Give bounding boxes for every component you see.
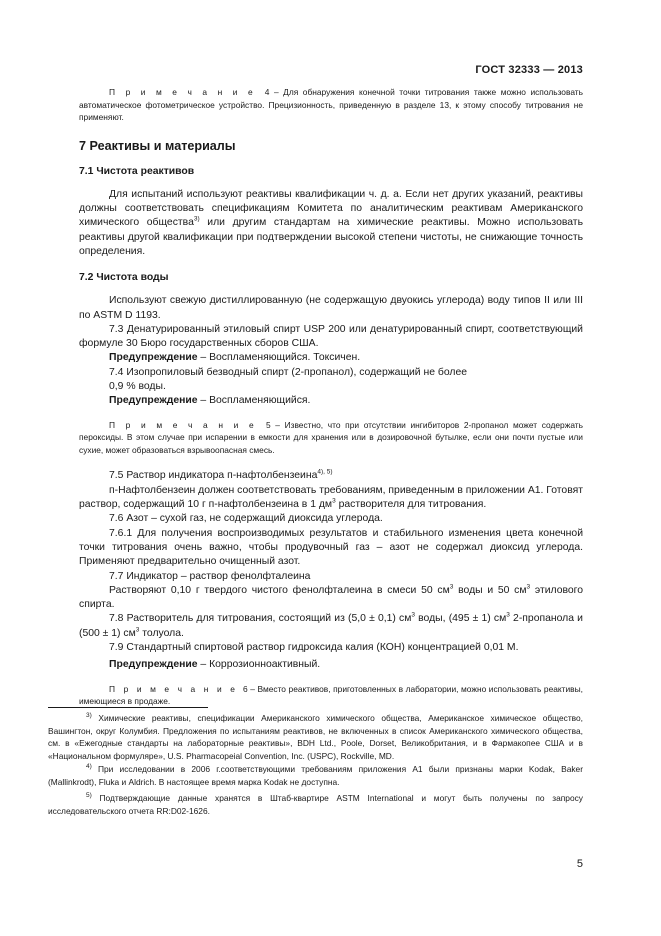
text-part: или другим стандартам на химические реактивы. Можно использовать реактивы другой квалификации при подтверждении высокой степени чистоты, не снижающие точность определения. <box>79 217 583 257</box>
superscript: 3 <box>332 497 336 505</box>
warning-7-9 <box>79 658 583 672</box>
text-part: воды, (495 ± 1) см <box>414 613 507 625</box>
section-7-7-title: 7.7 Индикатор – раствор фенолфталеина <box>109 570 311 582</box>
warning-text: – Коррозионноактивный. <box>197 659 321 671</box>
footnote-mark: 4) <box>86 763 92 771</box>
note-6 <box>79 683 583 708</box>
section-7-8-text <box>79 612 583 641</box>
section-7-1-title: 7.1 Чистота реактивов <box>79 165 195 177</box>
section-7-7-text <box>79 584 583 613</box>
section-7-4-text: 7.4 Изопропиловый безводный спирт (2-пропанол), содержащий не более <box>109 366 468 378</box>
note-label: П р и м е ч а н и е <box>109 419 257 430</box>
section-7-5-title <box>79 469 583 483</box>
note-label: П р и м е ч а н и е <box>109 87 256 97</box>
footnotes <box>48 712 583 818</box>
warning-text: – Воспламеняющийся. <box>197 395 311 407</box>
footnote-text: Подтверждающие данные хранятся в Штаб-квартире ASTM International и могут быть получены по запросу исследовательского отчета RR:D02-1626. <box>48 793 583 816</box>
warning-label: Предупреждение <box>109 352 198 364</box>
section-7-5-text <box>79 484 583 513</box>
superscript: 3 <box>506 611 510 619</box>
superscript: 3 <box>135 626 140 634</box>
note-text: 6 – Вместо реактивов, приготовленных в лаборатории, можно использовать реактивы, имеющиеся в продаже. <box>79 683 583 707</box>
section-7-1-text <box>79 188 583 259</box>
footnote-mark: 3) <box>86 712 92 720</box>
superscript: 3 <box>411 611 415 619</box>
footnote-ref: 4), 5) <box>317 468 333 476</box>
text-part: этилового спирта. <box>79 584 584 611</box>
section-7-6-title: 7.6 Азот – сухой газ, не содержащий диоксида углерода. <box>109 513 383 525</box>
note-5 <box>79 419 583 457</box>
section-7-2-title: 7.2 Чистота воды <box>79 272 169 284</box>
footnote-4 <box>48 763 583 788</box>
text-part: 7.5 Раствор индикатора п-нафтолбензеина <box>109 470 318 482</box>
text-part: п-Нафтолбензеин должен соответствовать требованиям, приведенным в приложении А1. Готовят раствор, содержащий 10 г п-нафтолбензеина в 1 дм <box>79 484 583 511</box>
standard-header: ГОСТ 32333 — 2013 <box>475 64 583 76</box>
warning-7-4 <box>79 394 583 408</box>
section-7-3-text: 7.3 Денатурированный этиловый спирт USP 200 или денатурированный спирт, соответствующий формуле 30 Бюро государственных сборов США. <box>79 323 583 350</box>
section-7-2-text: Используют свежую дистиллированную (не содержащую двуокись углерода) воду типов II или III по ASTM D 1193. <box>79 295 583 321</box>
section-7-4-text-cont: 0,9 % воды. <box>109 381 166 393</box>
superscript: 3 <box>526 583 531 591</box>
section-7-title: 7 Реактивы и материалы <box>79 138 236 153</box>
text-part: 7.8 Растворитель для титрования, состоящий из (5,0 ± 0,1) см <box>109 613 412 625</box>
document-body <box>79 84 583 708</box>
text-part: растворителя для титрования. <box>335 499 487 511</box>
text-part: Для испытаний используют реактивы квалификации ч. д. а. Если нет других указаний, реактивы должны соответствовать спецификациям Комитета по аналитическим реактивам Американского химического общества <box>79 188 583 229</box>
footnote-text: При исследовании в 2006 г.соответствующими требованиям приложения А1 были признаны марки Kodak, Baker (Mallinkrodt), Fluka и Aldrich. В настоящее время марка Kodak не доступна. <box>48 763 583 787</box>
footnote-3 <box>48 712 583 763</box>
text-part: 2-пропанола и (500 ± 1) см <box>79 613 583 639</box>
note-text: 4 – Для обнаружения конечной точки титрования также можно использовать автоматическое фотометрическое устройство. Прецизионность, приведенную в разделе 13, к этому способу титрования не применяют. <box>79 87 583 123</box>
page-number: 5 <box>576 858 583 870</box>
warning-label: Предупреждение <box>109 395 198 407</box>
warning-7-3 <box>79 351 583 365</box>
text-part: воды и 50 см <box>453 584 527 596</box>
section-7-6-1-text: 7.6.1 Для получения воспроизводимых результатов и стабильного изменения цвета конечной точки титрования очень важно, чтобы продувочный газ – азот не содержал диоксид углерода. Применяют предварительно очищенный азот. <box>79 527 583 568</box>
note-label: П р и м е ч а н и е <box>109 683 238 694</box>
note-4 <box>79 86 583 124</box>
warning-label: Предупреждение <box>109 659 198 671</box>
text-part: Растворяют 0,10 г твердого чистого фенолфталеина в смеси 50 см <box>109 584 450 596</box>
warning-text: – Воспламеняющийся. Токсичен. <box>197 352 361 364</box>
superscript: 3 <box>449 583 454 591</box>
footnote-mark: 5) <box>86 792 92 800</box>
section-7-9-text: 7.9 Стандартный спиртовой раствор гидроксида калия (КОН) концентрацией 0,01 М. <box>109 641 519 653</box>
note-text: 5 – Известно, что при отсутствии ингибиторов 2-пропанол может содержать пероксиды. В этом случае при испарении в емкости для хранения или в дозировочной бутылке, если они почти пустые или сухие, может образоваться взрывоопасная смесь. <box>79 419 583 455</box>
footnote-text: Химические реактивы, спецификации Американского химического общества, Американское химическое общество, Вашингтон, округ Колумбия. Предложения по испытаниям реактивов, не включенных в список Американского химического общества, см. в «Ежегодные стандарты на лабораторные реактивы», BDH Ltd., Poole, Dorset, Великобритания, и в Фармакопее США и в «Национальном формуляре», U.S. Pharmacopeial Convention, Inc. (USPC), Rockville, MD. <box>48 713 583 762</box>
footnote-5 <box>48 792 583 817</box>
footnote-ref: 3) <box>193 215 200 223</box>
footnote-divider <box>48 707 208 708</box>
text-part: толуола. <box>139 627 184 639</box>
